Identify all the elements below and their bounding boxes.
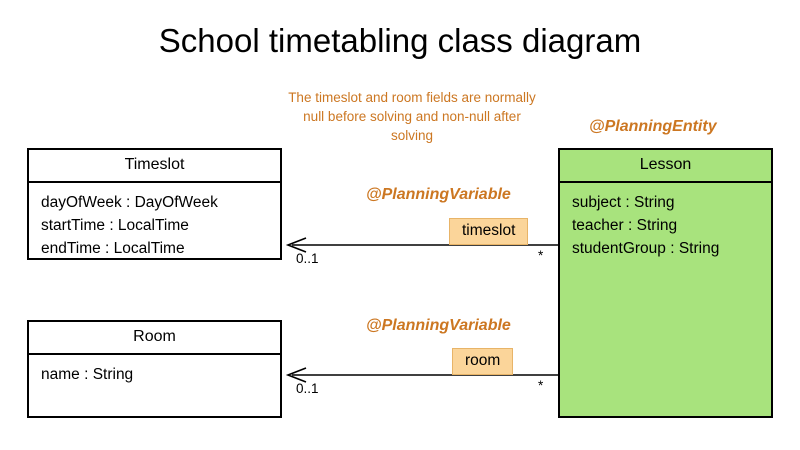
- class-attribute: dayOfWeek : DayOfWeek: [41, 194, 218, 211]
- association-role-timeslot: timeslot: [449, 218, 528, 245]
- class-name-timeslot: Timeslot: [29, 150, 280, 183]
- class-attribute: startTime : LocalTime: [41, 217, 189, 234]
- class-name-lesson: Lesson: [560, 150, 771, 183]
- stereotype-planning-entity: @PlanningEntity: [589, 118, 717, 135]
- class-attribute: name : String: [41, 366, 134, 383]
- class-attribute: teacher : String: [572, 217, 678, 234]
- association-role-room: room: [452, 348, 513, 375]
- class-attributes-lesson: [560, 183, 771, 268]
- class-box-lesson: [558, 148, 773, 418]
- class-attributes-room: [29, 355, 280, 394]
- class-name-room: Room: [29, 322, 280, 355]
- class-attribute: studentGroup : String: [572, 240, 720, 257]
- class-box-room: [27, 320, 282, 418]
- class-attributes-timeslot: [29, 183, 280, 268]
- multiplicity-timeslot-target: 0..1: [296, 251, 319, 266]
- multiplicity-room-source: *: [538, 378, 544, 393]
- class-box-timeslot: [27, 148, 282, 260]
- stereotype-planning-variable-room: @PlanningVariable: [366, 317, 511, 334]
- stereotype-planning-variable-timeslot: @PlanningVariable: [366, 186, 511, 203]
- class-attribute: endTime : LocalTime: [41, 240, 185, 257]
- multiplicity-room-target: 0..1: [296, 381, 319, 396]
- multiplicity-timeslot-source: *: [538, 248, 544, 263]
- diagram-note: The timeslot and room fields are normally null before solving and non-null after solving: [288, 90, 536, 143]
- page-title: School timetabling class diagram: [158, 22, 642, 59]
- class-attribute: subject : String: [572, 194, 675, 211]
